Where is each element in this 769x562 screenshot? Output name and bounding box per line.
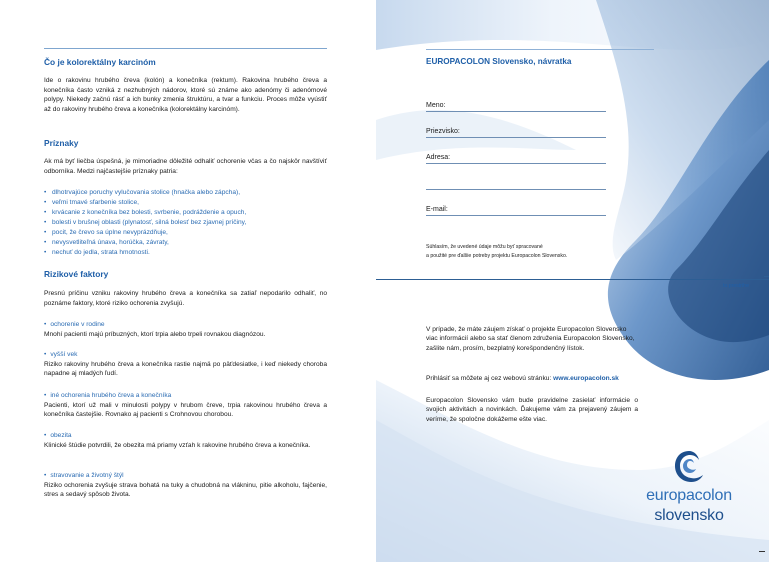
bullet-icon: •	[44, 321, 47, 328]
risk-factor	[44, 391, 327, 420]
risk-factor-label: iné ochorenia hrubého čreva a konečníka	[50, 392, 172, 399]
risk-factor-label: vyšší vek	[50, 351, 78, 358]
email-label: E-mail:	[426, 206, 448, 213]
section-title-colorectal: Čo je kolorektálny karcinóm	[44, 57, 156, 67]
surname-field[interactable]	[426, 126, 606, 138]
cut-label: tu prestrihe	[723, 283, 749, 289]
risk-factor	[44, 431, 327, 450]
section-text-symptoms: Ak má byť liečba úspešná, je mimoriadne dôležité odhaliť ochorenie včas a čo najskôr navštíviť odborníka. Medzi najčastejšie príznaky patria:	[44, 158, 327, 175]
section-text-risk: Presnú príčinu vzniku rakoviny hrubého čreva a konečníka sa zatiaľ nepodarilo odhaliť, no poznáme faktory, ktoré riziko ochorenia zvyšujú.	[44, 290, 327, 307]
address-field[interactable]	[426, 152, 606, 164]
left-page	[0, 0, 376, 562]
bullet-icon: •	[44, 432, 47, 439]
symptoms-list	[44, 188, 327, 258]
top-rule	[426, 49, 654, 50]
logo-text-top: europacolon	[646, 487, 732, 504]
cut-mark	[764, 276, 769, 277]
bullet-icon: •	[44, 472, 47, 479]
risk-factor-text: Mnohí pacienti majú príbuzných, ktorí trpia alebo trpeli rovnakou diagnózou.	[44, 330, 266, 338]
list-item: • bolesti v brušnej oblasti (plynatosť, silná bolesť bez zjavnej príčiny,	[44, 218, 327, 228]
risk-factor-label: stravovanie a životný štýl	[50, 472, 124, 479]
risk-factor-text: Riziko rakoviny hrubého čreva a konečníka rastie najmä po päťdesiatke, i keď niekedy choroba napadne aj mladých ľudí.	[44, 360, 327, 378]
risk-factor-text: Pacienti, ktorí už mali v minulosti polypy v hrubom čreve, trpia rakovinou hrubého čreva a konečníka častejšie. Rovnako aj pacienti s Crohnovou chorobou.	[44, 401, 327, 419]
risk-factor-label: ochorenie v rodine	[50, 321, 105, 328]
logo-swirl-icon	[672, 448, 706, 486]
risk-factor-text: Riziko ochorenia zvyšuje strava bohatá na tuky a chudobná na vlákninu, pitie alkoholu, fajčenie, stres a sedavý spôsob života.	[44, 481, 327, 499]
risk-factor	[44, 350, 327, 379]
list-item: • dlhotrvajúce poruchy vylučovania stolice (hnačka alebo zápcha),	[44, 188, 327, 198]
logo-text-bottom: slovensko	[654, 507, 724, 524]
risk-factor	[44, 471, 327, 500]
section-text-colorectal: Ide o rakovinu hrubého čreva (kolón) a konečníka (rektum). Rakovina hrubého čreva a konečníka často vzniká z nezhubných nádorov, ktoré sú známe ako adenómy či adenómové polypy. Niekedy začnú rásť a ich bunky zmenia štruktúru, a tvar a funkciu. Proces môže vyústiť až do rakoviny hrubého čreva a konečníka (kolorektálny karcinóm).	[44, 77, 327, 113]
risk-factor	[44, 320, 327, 339]
section-title-symptoms: Príznaky	[44, 138, 79, 148]
bullet-icon: •	[44, 351, 47, 358]
crop-mark	[759, 551, 765, 552]
list-item: • nechuť do jedla, strata hmotnosti.	[44, 248, 327, 258]
cut-line	[376, 279, 769, 280]
europacolon-logo	[634, 448, 744, 532]
address-line-2-field[interactable]	[426, 178, 606, 190]
consent-text: Súhlasím, že uvedené údaje môžu byť spracované a použité pre ďalšie potreby projektu Europacolon Slovensko.	[426, 244, 568, 260]
risk-factor-label: obezita	[50, 432, 72, 439]
bullet-icon: •	[44, 392, 47, 399]
address-label: Adresa:	[426, 154, 451, 161]
web-line	[426, 374, 638, 383]
name-field[interactable]	[426, 100, 606, 112]
surname-label: Priezvisko:	[426, 128, 460, 135]
closing-text: Europacolon Slovensko vám bude pravidelne zasielať informácie o svojich aktivitách a novinkách. Ďakujeme vám za prejavený záujem a veríme, že spoločne dokážeme ešte viac.	[426, 397, 638, 423]
section-title-risk: Rizikové faktory	[44, 269, 109, 279]
list-item: • pocit, že črevo sa úplne nevyprázdňuje,	[44, 228, 327, 238]
web-text: Prihlásiť sa môžete aj cez webovú stránku:	[426, 375, 552, 382]
return-form-title: EUROPACOLON Slovensko, návratka	[426, 57, 572, 66]
name-label: Meno:	[426, 102, 446, 109]
email-field[interactable]	[426, 204, 606, 216]
info-text: V prípade, že máte záujem získať o projekte Europacolon Slovensko viac informácií alebo sa stať členom združenia Europacolon Slovensko, zašlite nám, prosím, bezplatný korešpondenčný lístok.	[426, 326, 635, 352]
right-page	[376, 0, 769, 562]
list-item: • nevysvetliteľná únava, horúčka, závraty,	[44, 238, 327, 248]
risk-factor-text: Klinické štúdie potvrdili, že obezita má priamy vzťah k rakovine hrubého čreva a konečníka.	[44, 441, 311, 449]
web-link[interactable]: www.europacolon.sk	[553, 375, 619, 382]
top-rule	[44, 48, 327, 49]
list-item: • krvácanie z konečníka bez bolesti, svrbenie, podráždenie a opuch,	[44, 208, 327, 218]
list-item: • veľmi tmavé sfarbenie stolice,	[44, 198, 327, 208]
